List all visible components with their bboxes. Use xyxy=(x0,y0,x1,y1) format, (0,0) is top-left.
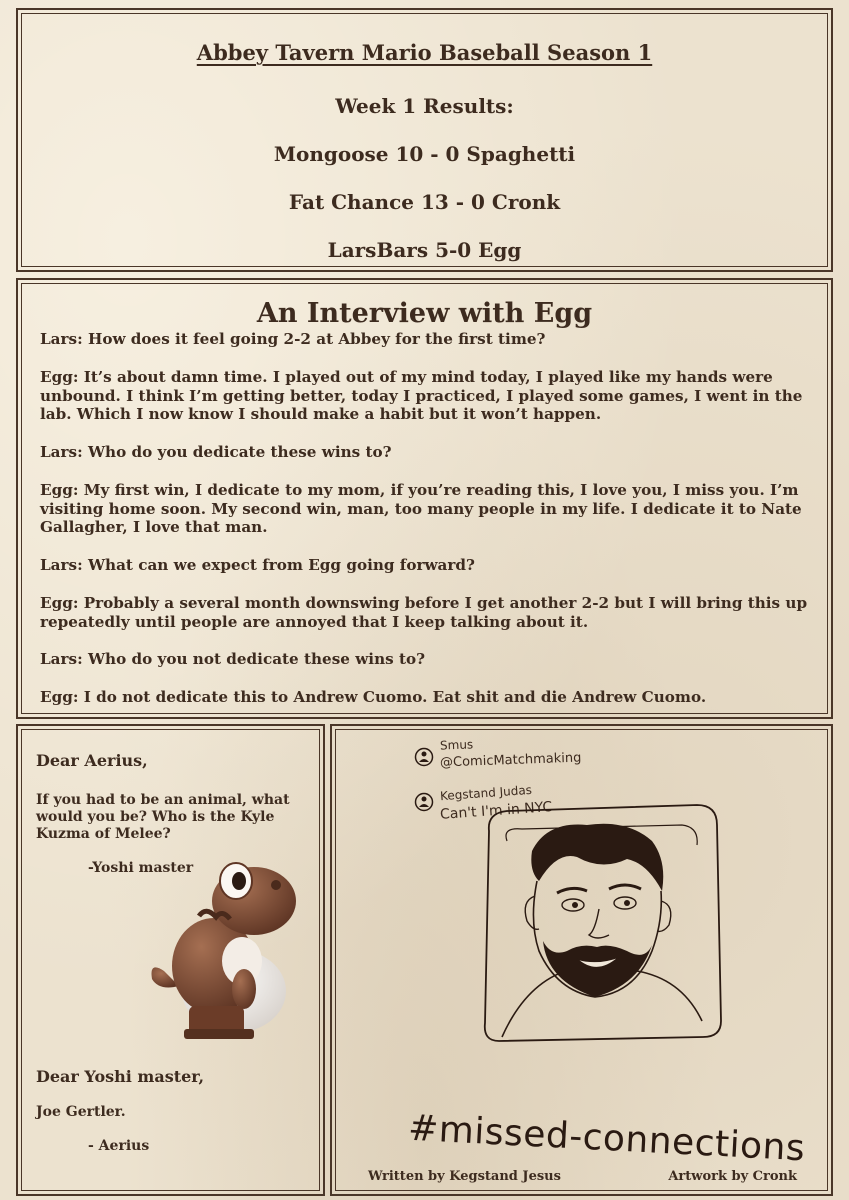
newsletter-title: Abbey Tavern Mario Baseball Season 1 xyxy=(196,40,653,65)
reply-signoff: - Aerius xyxy=(88,1138,150,1154)
results-panel xyxy=(16,8,833,272)
letter-signoff: -Yoshi master xyxy=(88,860,194,876)
profile-handle: @ComicMatchmaking xyxy=(439,750,582,771)
interview-paragraph: Lars: Who do you dedicate these wins to? xyxy=(40,443,392,461)
week-heading: Week 1 Results: xyxy=(335,94,514,118)
interview-paragraph: Egg: I do not dedicate this to Andrew Cuomo. Eat shit and die Andrew Cuomo. xyxy=(40,688,707,706)
interview-panel xyxy=(16,278,833,719)
interview-paragraph: Lars: What can we expect from Egg going forward? xyxy=(40,556,475,574)
profile-message: Can't I'm in NYC xyxy=(439,799,553,823)
reply-greeting: Dear Yoshi master, xyxy=(36,1067,205,1086)
game-result: LarsBars 5-0 Egg xyxy=(327,238,522,262)
interview-paragraph: Lars: How does it feel going 2-2 at Abbey for the first time? xyxy=(40,330,546,348)
letter-question: If you had to be an animal, what would you be? Who is the Kyle Kuzma of Melee? xyxy=(36,792,290,842)
reply-answer: Joe Gertler. xyxy=(36,1104,126,1120)
interview-paragraph: Egg: It’s about damn time. I played out of my mind today, I played like my hands were unbound. I think I’m getting better, today I practiced, I played some games, I went in the lab. Which I now know I should make a habit but it won’t happen. xyxy=(40,368,803,423)
portrait-drawing xyxy=(477,801,727,1051)
interview-paragraph: Egg: Probably a several month downswing before I get another 2-2 but I will bring this up repeatedly until people are annoyed that I keep talking about it. xyxy=(40,594,808,631)
profile-icon xyxy=(414,746,434,768)
interview-paragraph: Lars: Who do you not dedicate these wins to? xyxy=(40,650,425,668)
letter-greeting: Dear Aerius, xyxy=(36,751,148,770)
profile-name: Kegstand Judas xyxy=(439,782,533,804)
game-result: Mongoose 10 - 0 Spaghetti xyxy=(273,142,576,166)
game-result: Fat Chance 13 - 0 Cronk xyxy=(288,190,561,214)
hashtag: #missed-connections xyxy=(407,1107,807,1170)
writer-credit: Written by Kegstand Jesus xyxy=(368,1169,561,1184)
profile-name: Smus xyxy=(439,737,474,753)
missed-connections-panel xyxy=(330,724,833,1196)
interview-paragraph: Egg: My first win, I dedicate to my mom, if you’re reading this, I love you, I miss you. I’m visiting home soon. My second win, man, too many people in my life. I dedicate it to Nate Gallagher, I love that man. xyxy=(40,481,802,536)
artist-credit: Artwork by Cronk xyxy=(668,1169,797,1184)
interview-title: An Interview with Egg xyxy=(256,298,593,329)
profile-icon xyxy=(414,791,434,813)
yoshi-figure-image xyxy=(144,851,304,1041)
advice-column-panel xyxy=(16,724,325,1196)
